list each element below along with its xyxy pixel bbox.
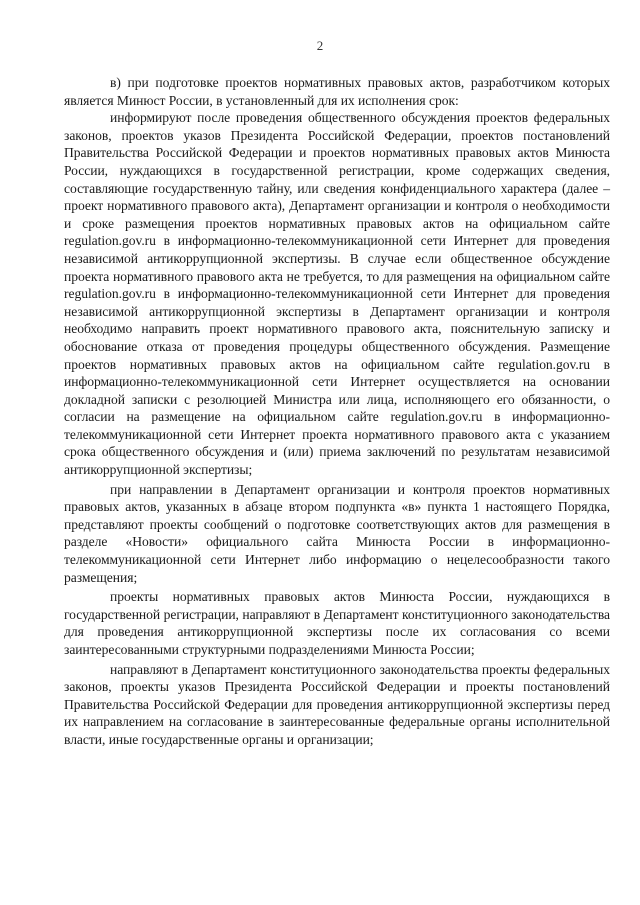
paragraph-federal-laws: направляют в Департамент конституционного законодательства проекты федеральных законов, проекты указов Президента Российской Федерации и проекты постановлений Правительства Российской Федерации для проведения антикоррупционной экспертизы перед их направлением на согласование в заинтересованные федеральные органы исполнительной власти, иные государственные органы и организации; xyxy=(64,661,610,747)
paragraph-intro: в) при подготовке проектов нормативных правовых актов, разработчиком которых является Минюст России, в установленный для их исполнения срок: xyxy=(64,75,610,108)
paragraph-registration: проекты нормативных правовых актов Минюста России, нуждающихся в государственной регистрации, направляют в Департамент конституционного законодательства для проведения антикоррупционной экспертизы после их согласования со всеми заинтересованными структурными подразделениями Минюста России; xyxy=(64,589,610,657)
paragraph-inform: информируют после проведения общественного обсуждения проектов федеральных законов, проектов указов Президента Российской Федерации, проектов постановлений Правительства Российской Федерации и проектов нормативных правовых актов Минюста России, нуждающихся в государственной регистрации, кроме содержащих сведения, составляющие государственную тайну, или сведения конфиденциального характера (далее – проект нормативного правового акта), Департамент организации и контроля о необходимости и сроке размещения проектов нормативных правовых актов на официальном сайте regulation.gov.ru в информационно-телекоммуникационной сети Интернет для проведения независимой антикоррупционной экспертизы. В случае если общественное обсуждение проекта нормативного правового акта не требуется, то для размещения на официальном сайте regulation.gov.ru в информационно-телекоммуникационной сети Интернет для проведения независимой антикоррупционной экспертизы в Департамент организации и контроля необходимо направить проект нормативного правового акта, пояснительную записку и обоснование отказа от проведения процедуры общественного обсуждения. Размещение проектов нормативных правовых актов на официальном сайте regulation.gov.ru в информационно-телекоммуникационной сети Интернет осуществляется на основании докладной записки с резолюцией Министра или лица, исполняющего его обязанности, о согласии на размещение на официальном сайте regulation.gov.ru в информационно-телекоммуникационной сети Интернет проекта нормативного правового акта с указанием срока общественного обсуждения и (или) приема заключений по результатам независимой антикоррупционной экспертизы; xyxy=(64,110,610,478)
page-number: 2 xyxy=(316,38,324,53)
paragraph-news: при направлении в Департамент организации и контроля проектов нормативных правовых актов, указанных в абзаце втором подпункта «в» пункта 1 настоящего Порядка, представляют проекты сообщений о подготовке соответствующих актов для размещения в разделе «Новости» официального сайта Минюста России в информационно-телекоммуникационной сети Интернет либо информацию о нецелесообразности такого размещения; xyxy=(64,481,610,585)
document-body xyxy=(64,74,610,749)
